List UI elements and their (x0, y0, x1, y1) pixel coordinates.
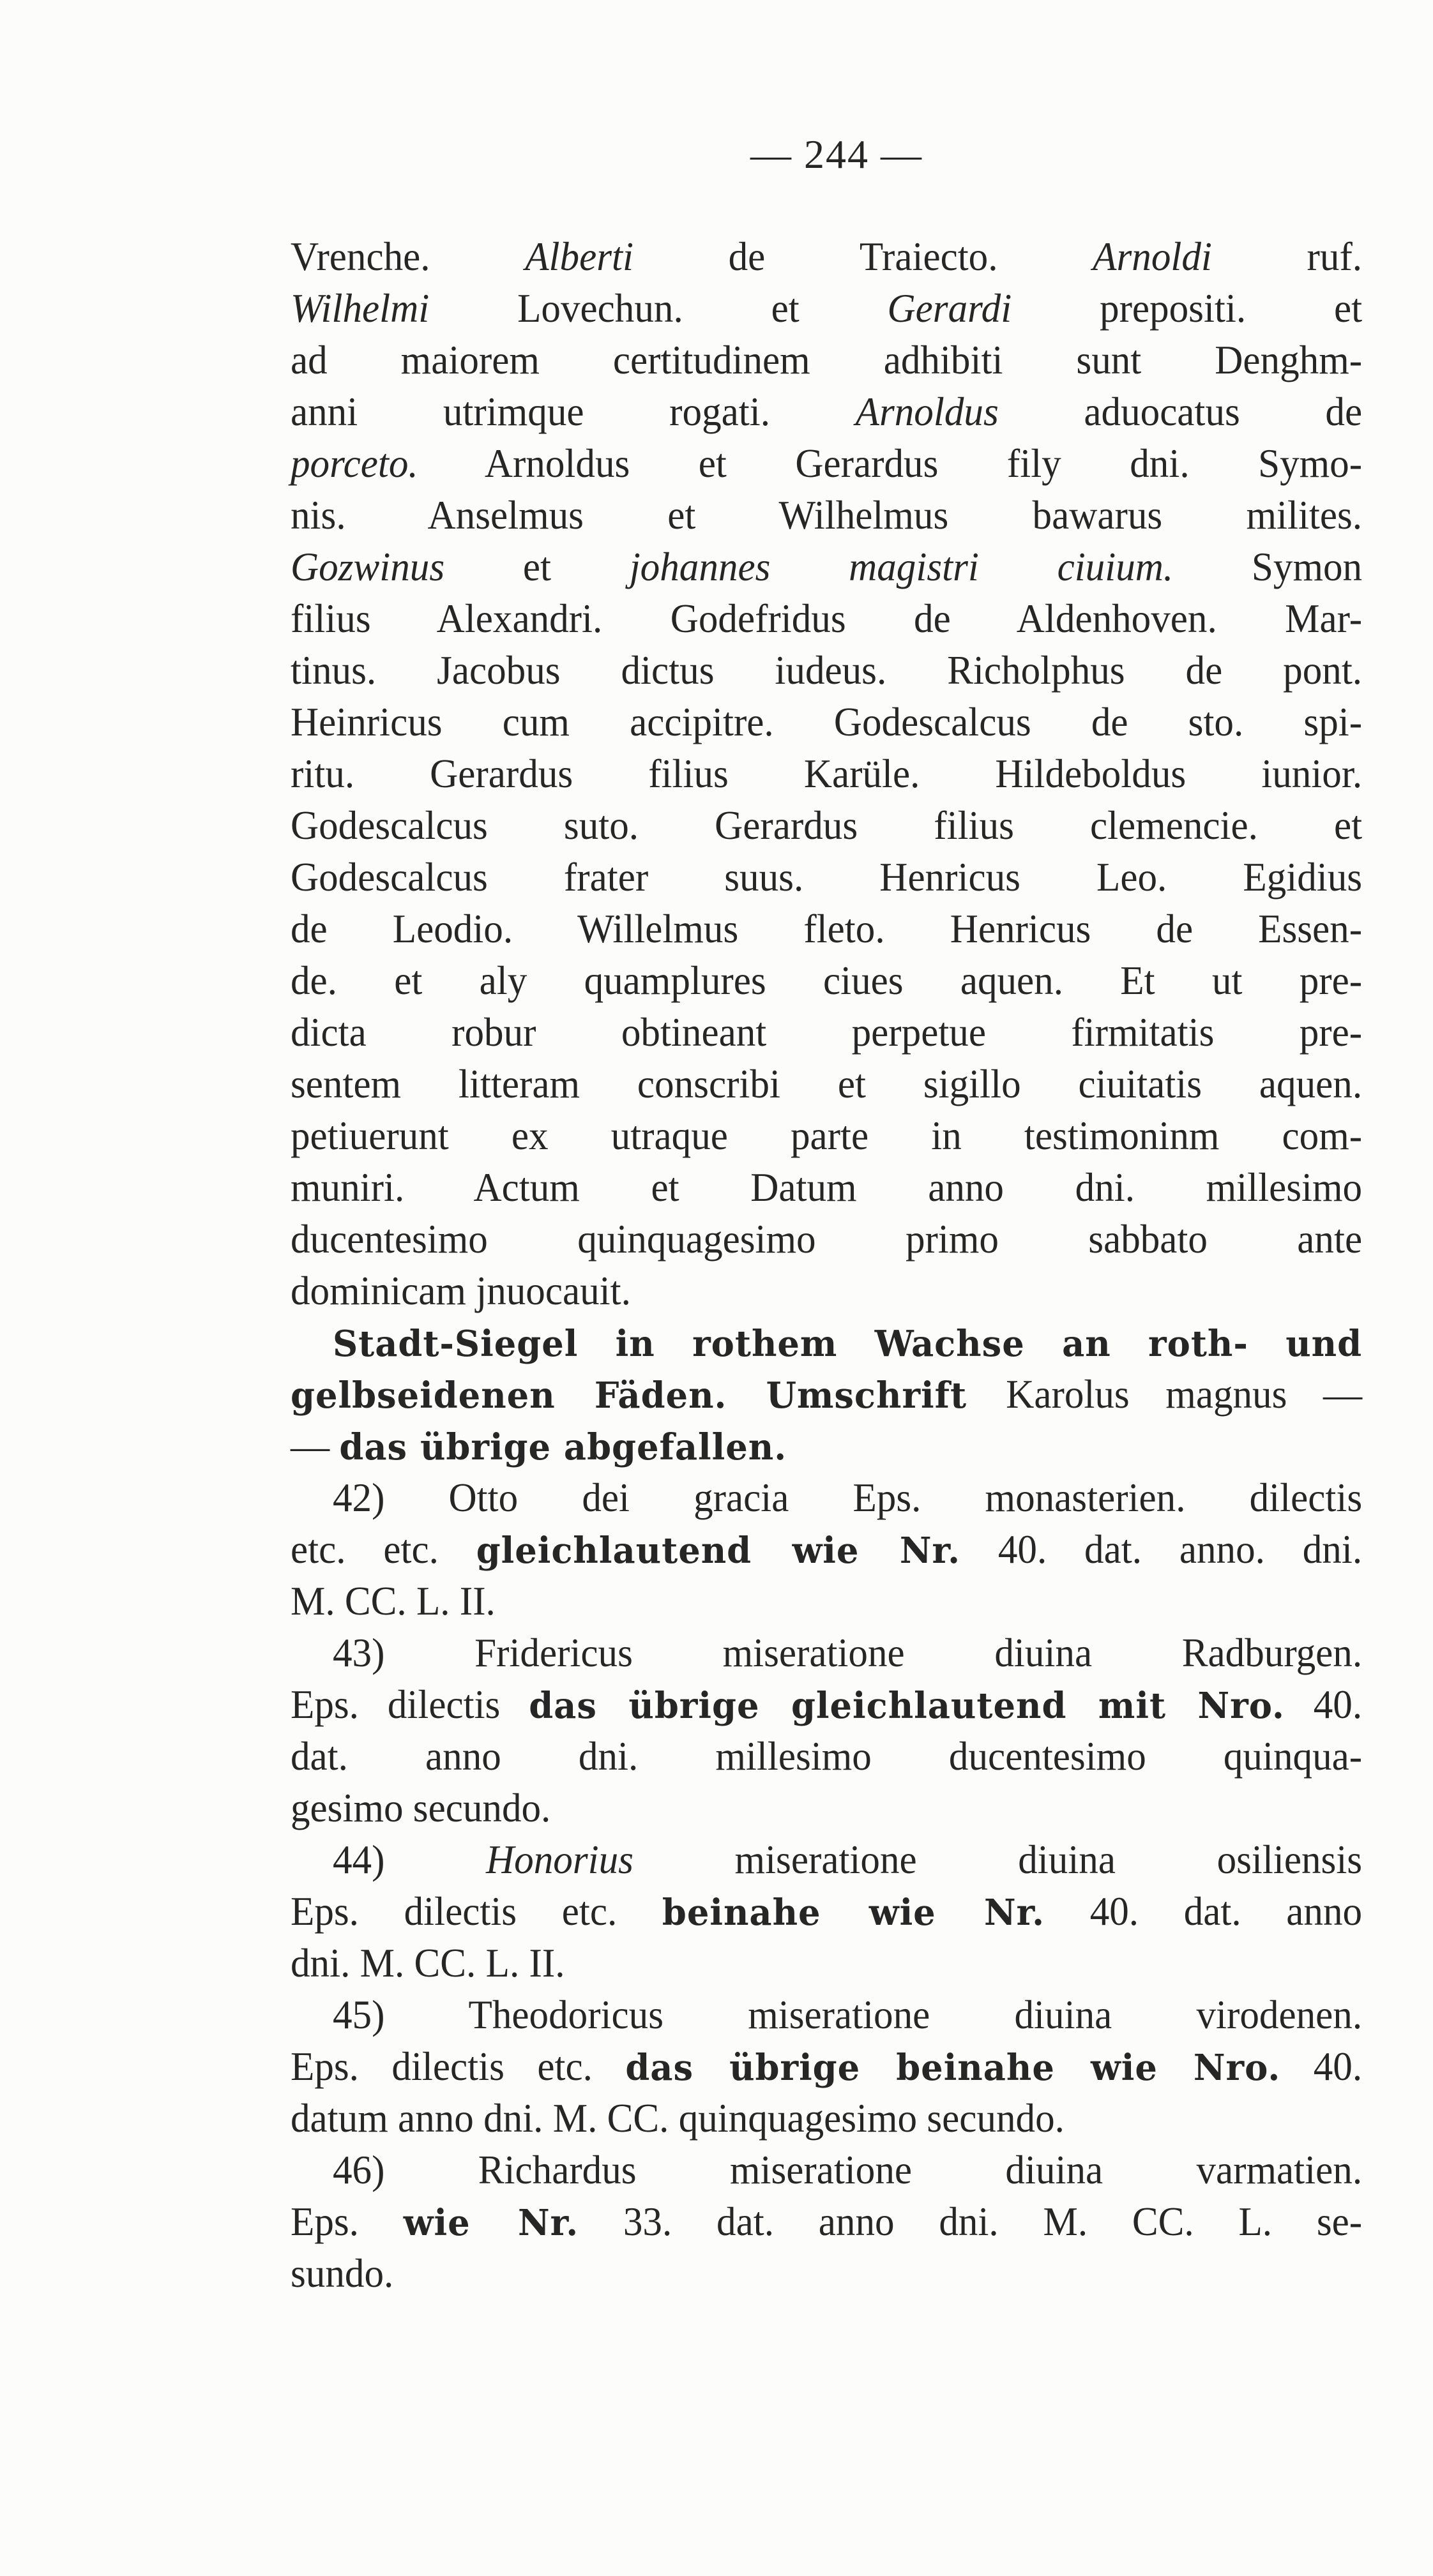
text-segment: sundo. (291, 2251, 394, 2296)
text-segment: 42) Otto dei gracia Eps. monasterien. dilectis (332, 1475, 1363, 1520)
fraktur-text: gelbseidenen Fäden. Umschrift (291, 1375, 1006, 1417)
text-line (291, 1834, 1362, 1886)
text-line (291, 1007, 1362, 1058)
text-line (291, 2041, 1362, 2093)
text-line (291, 903, 1362, 955)
text-line (291, 2248, 1362, 2300)
paragraph (291, 2144, 1395, 2300)
text-line (291, 1369, 1362, 1420)
text-line (291, 593, 1362, 645)
paragraph (291, 1989, 1395, 2144)
text-segment: de Leodio. Willelmus fleto. Henricus de Essen- (291, 907, 1363, 951)
italic-text: Arnoldi (1093, 234, 1212, 279)
text-segment: muniri. Actum et Datum anno dni. millesimo (291, 1165, 1363, 1210)
text-segment: dat. anno dni. millesimo ducentesimo quinqua- (291, 1734, 1363, 1779)
text-segment: — (291, 1424, 340, 1468)
text-segment: datum anno dni. M. CC. quinquagesimo secundo. (291, 2096, 1065, 2141)
text-segment: 33. dat. anno dni. M. CC. L. se- (579, 2199, 1363, 2244)
text-line (291, 541, 1362, 593)
text-line (291, 490, 1362, 541)
text-line (291, 1420, 1362, 1472)
text-line (291, 1110, 1362, 1162)
text-segment: Eps. (291, 2199, 404, 2244)
text-line (291, 1214, 1362, 1265)
text-line (291, 1524, 1362, 1576)
text-line (291, 645, 1362, 697)
text-segment: etc. etc. (291, 1527, 476, 1572)
text-segment: tinus. Jacobus dictus iudeus. Richolphus de pont. (291, 648, 1363, 693)
paragraph (291, 1472, 1395, 1627)
italic-text: Arnoldus (855, 389, 999, 434)
text-line (291, 1576, 1362, 1627)
text-segment: gesimo secundo. (291, 1786, 551, 1830)
text-line (291, 697, 1362, 748)
text-segment: Heinricus cum accipitre. Godescalcus de sto. spi- (291, 700, 1363, 744)
text-segment: Godescalcus frater suus. Henricus Leo. Egidius (291, 855, 1363, 900)
text-segment: Symon (1173, 545, 1363, 589)
text-segment: anni utrimque rogati. (291, 389, 856, 434)
text-line (291, 1886, 1362, 1938)
body-text (291, 231, 1395, 2300)
text-line (291, 231, 1362, 283)
text-segment: ad maiorem certitudinem adhibiti sunt Denghm- (291, 338, 1363, 382)
page-number: — 244 — (750, 132, 923, 177)
text-line (291, 386, 1362, 438)
text-segment: sentem litteram conscribi et sigillo ciuitatis aquen. (291, 1062, 1363, 1106)
fraktur-text: das übrige abgefallen. (339, 1426, 787, 1468)
text-segment: nis. Anselmus et Wilhelmus bawarus milites. (291, 493, 1363, 538)
fraktur-text: Stadt-Siegel in rothem Wachse an roth- und (332, 1323, 1363, 1365)
text-line (291, 2093, 1362, 2144)
italic-text: porceto. (291, 441, 418, 486)
text-segment: Vrenche. (291, 234, 526, 279)
text-segment: 40. dat. anno (1045, 1889, 1363, 1934)
text-segment: 40. (1280, 2044, 1363, 2089)
text-segment: Eps. dilectis etc. (291, 2044, 626, 2089)
text-line (291, 335, 1362, 386)
text-segment: M. CC. L. II. (291, 1579, 496, 1623)
text-segment: ritu. Gerardus filius Karüle. Hildeboldus iunior. (291, 751, 1363, 796)
text-segment: 40. dat. anno. dni. (960, 1527, 1363, 1572)
italic-text: johannes magistri ciuium. (629, 545, 1174, 589)
text-segment: et (444, 545, 630, 589)
text-segment: Godescalcus suto. Gerardus filius clemencie. et (291, 803, 1363, 848)
text-line (291, 438, 1362, 490)
text-segment: 46) Richardus miseratione diuina varmatien. (332, 2148, 1363, 2192)
text-segment: de Traiecto. (633, 234, 1093, 279)
text-segment: de. et aly quamplures ciues aquen. Et ut pre- (291, 958, 1363, 1003)
text-line (291, 1162, 1362, 1214)
text-line (291, 1265, 1362, 1317)
italic-text: Honorius (486, 1837, 633, 1882)
text-line (291, 1782, 1362, 1834)
fraktur-text: das übrige gleichlautend mit Nro. (529, 1685, 1285, 1727)
text-line (291, 1627, 1362, 1679)
text-line (291, 955, 1362, 1007)
text-line (291, 1472, 1362, 1524)
fraktur-text: beinahe wie Nr. (662, 1892, 1045, 1934)
text-line (291, 283, 1362, 335)
italic-text: Wilhelmi (291, 286, 430, 331)
paragraph (291, 231, 1395, 1317)
italic-text: Gozwinus (291, 545, 445, 589)
paragraph (291, 1317, 1395, 1472)
paragraph (291, 1627, 1395, 1834)
text-segment: dicta robur obtineant perpetue firmitatis pre- (291, 1010, 1363, 1055)
text-segment: 43) Fridericus miseratione diuina Radburgen. (332, 1631, 1363, 1675)
text-segment: 45) Theodoricus miseratione diuina virodenen. (332, 1992, 1363, 2037)
text-line (291, 748, 1362, 800)
paragraph (291, 1834, 1395, 1989)
text-line (291, 1058, 1362, 1110)
text-line (291, 1989, 1362, 2041)
text-segment: Eps. dilectis etc. (291, 1889, 662, 1934)
text-segment: ruf. (1211, 234, 1363, 279)
text-segment: ducentesimo quinquagesimo primo sabbato ante (291, 1217, 1363, 1262)
text-line (291, 852, 1362, 903)
text-segment: Karolus magnus — (1006, 1372, 1363, 1417)
text-segment: filius Alexandri. Godefridus de Aldenhoven. Mar- (291, 596, 1363, 641)
text-line (291, 2196, 1362, 2248)
fraktur-text: das übrige beinahe wie Nro. (625, 2047, 1281, 2089)
text-segment: 44) (332, 1837, 487, 1882)
text-line (291, 800, 1362, 852)
text-segment: 40. (1284, 1682, 1363, 1727)
text-line (291, 1317, 1362, 1369)
text-segment: Eps. dilectis (291, 1682, 529, 1727)
text-segment: aduocatus de (998, 389, 1363, 434)
text-line (291, 1731, 1362, 1782)
fraktur-text: wie Nr. (403, 2202, 579, 2244)
text-segment: dni. M. CC. L. II. (291, 1941, 565, 1985)
text-segment: Arnoldus et Gerardus fily dni. Symo- (418, 441, 1363, 486)
italic-text: Alberti (525, 234, 633, 279)
text-segment: Lovechun. et (429, 286, 888, 331)
text-line (291, 1938, 1362, 1989)
text-segment: miseratione diuina osiliensis (633, 1837, 1363, 1882)
text-segment: dominicam jnuocauit. (291, 1269, 631, 1313)
text-line (291, 1679, 1362, 1731)
text-segment: petiuerunt ex utraque parte in testimoninm com- (291, 1113, 1363, 1158)
fraktur-text: gleichlautend wie Nr. (476, 1530, 960, 1572)
italic-text: Gerardi (887, 286, 1012, 331)
text-segment: prepositi. et (1012, 286, 1363, 331)
text-line (291, 2144, 1362, 2196)
